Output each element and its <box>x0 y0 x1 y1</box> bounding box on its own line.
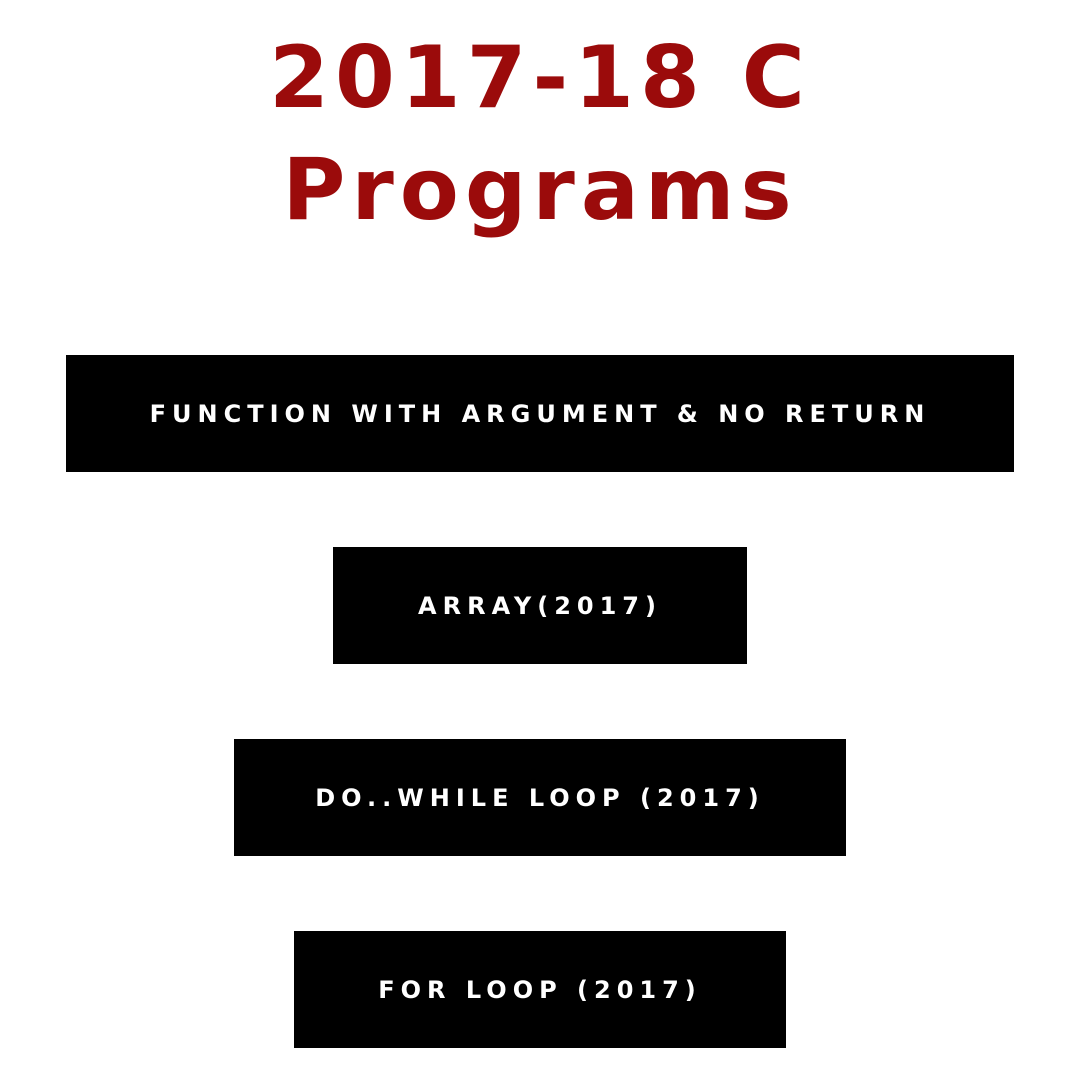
function-with-argument-label: FUNCTION WITH ARGUMENT & NO RETURN <box>149 399 931 428</box>
page-title-line-1: 2017-18 C <box>269 28 811 128</box>
function-with-argument-button[interactable] <box>66 355 1014 472</box>
do-while-loop-label: DO..WHILE LOOP (2017) <box>315 783 765 812</box>
page-title <box>0 22 1080 246</box>
for-loop-button[interactable] <box>294 931 786 1048</box>
do-while-loop-button[interactable] <box>234 739 846 856</box>
array-2017-button[interactable] <box>333 547 747 664</box>
array-2017-label: ARRAY(2017) <box>418 591 662 620</box>
page-title-line-2: Programs <box>282 140 798 240</box>
for-loop-label: FOR LOOP (2017) <box>378 975 702 1004</box>
